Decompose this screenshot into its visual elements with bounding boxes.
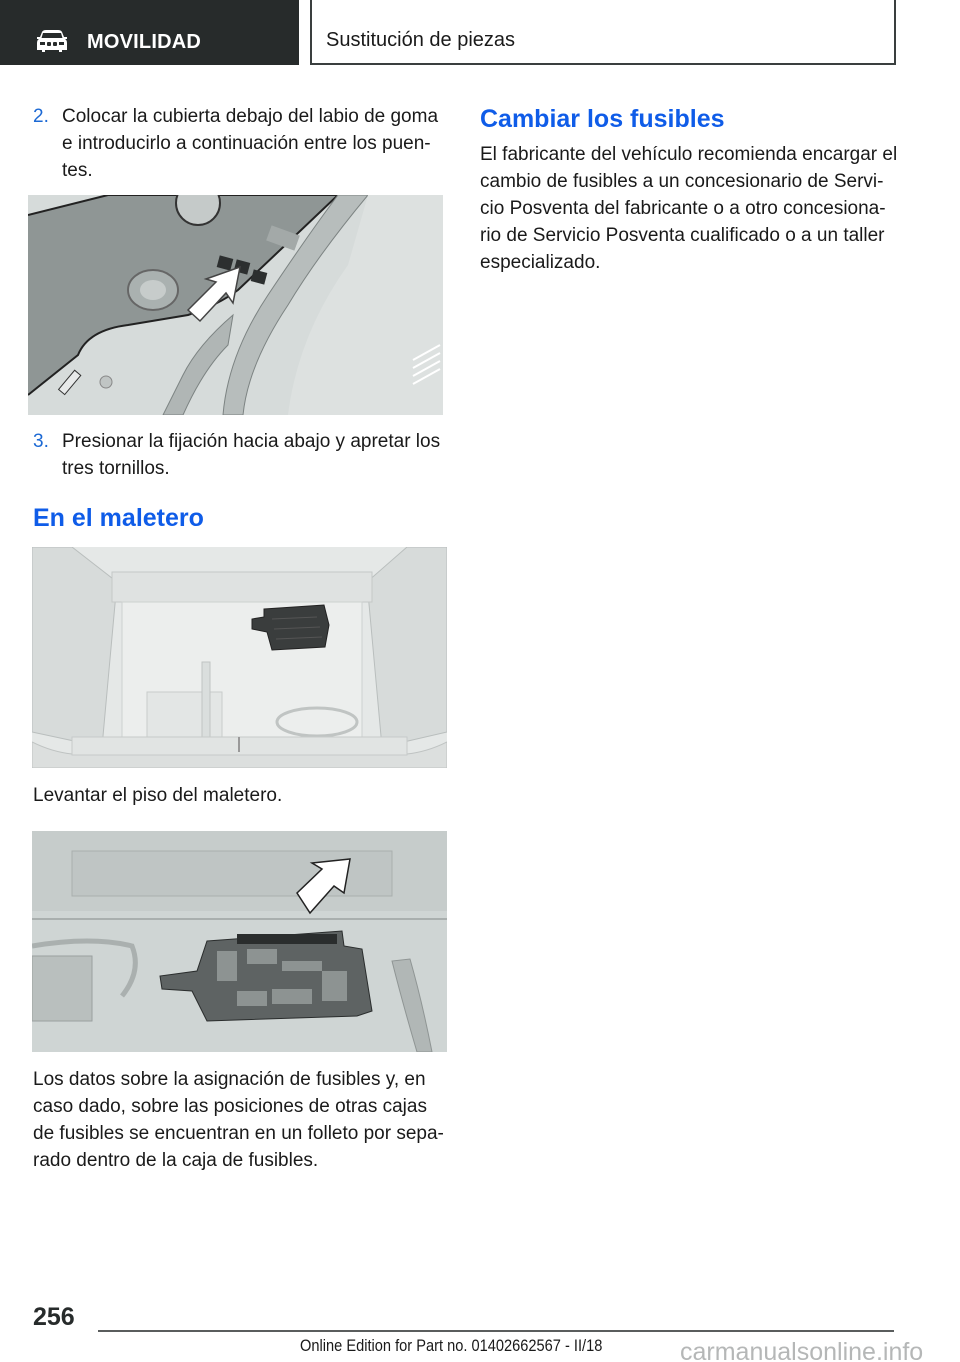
watermark: carmanualsonline.info (680, 1338, 924, 1362)
step-3 (33, 428, 443, 482)
footer-divider (98, 1330, 894, 1332)
step-number: 3. (33, 431, 49, 452)
section-label: MOVILIDAD (87, 31, 202, 53)
step-text: Colocar la cubierta debajo del labio de goma e introducirlo a continuación entre los puen-tes. (62, 106, 439, 181)
step-text: Presionar la fijación hacia abajo y apretar los tres tornillos. (62, 431, 441, 479)
page-number: 256 (33, 1303, 75, 1331)
edition-text: Online Edition for Part no. 01402662567 - II/18 (300, 1336, 603, 1355)
caption-fuse-info: Los datos sobre la asignación de fusibles y, en caso dado, sobre las posiciones de otras cajas de fusibles se encuentran en un folleto por sepa-rado dentro de la caja de fusibles. (33, 1069, 444, 1171)
heading-change-fuses: Cambiar los fusibles (480, 105, 725, 133)
paragraph-change-fuses: El fabricante del vehículo recomienda encargar el cambio de fusibles a un concesionario de Servi-cio Posventa del fabricante o a otro concesiona-rio de Servicio Posventa cualificado o a un taller especializado. (480, 144, 898, 273)
car-icon (36, 30, 68, 52)
section-tab (0, 0, 299, 65)
chapter-title: Sustitución de piezas (310, 0, 896, 65)
caption-lift-floor: Levantar el piso del maletero. (33, 785, 283, 806)
step-number: 2. (33, 106, 49, 127)
section-heading-trunk: En el maletero (33, 504, 204, 532)
step-2 (33, 103, 443, 184)
trunk-floor-illustration (32, 547, 447, 768)
fuse-box-illustration (32, 831, 447, 1052)
cover-installation-illustration (28, 195, 443, 415)
